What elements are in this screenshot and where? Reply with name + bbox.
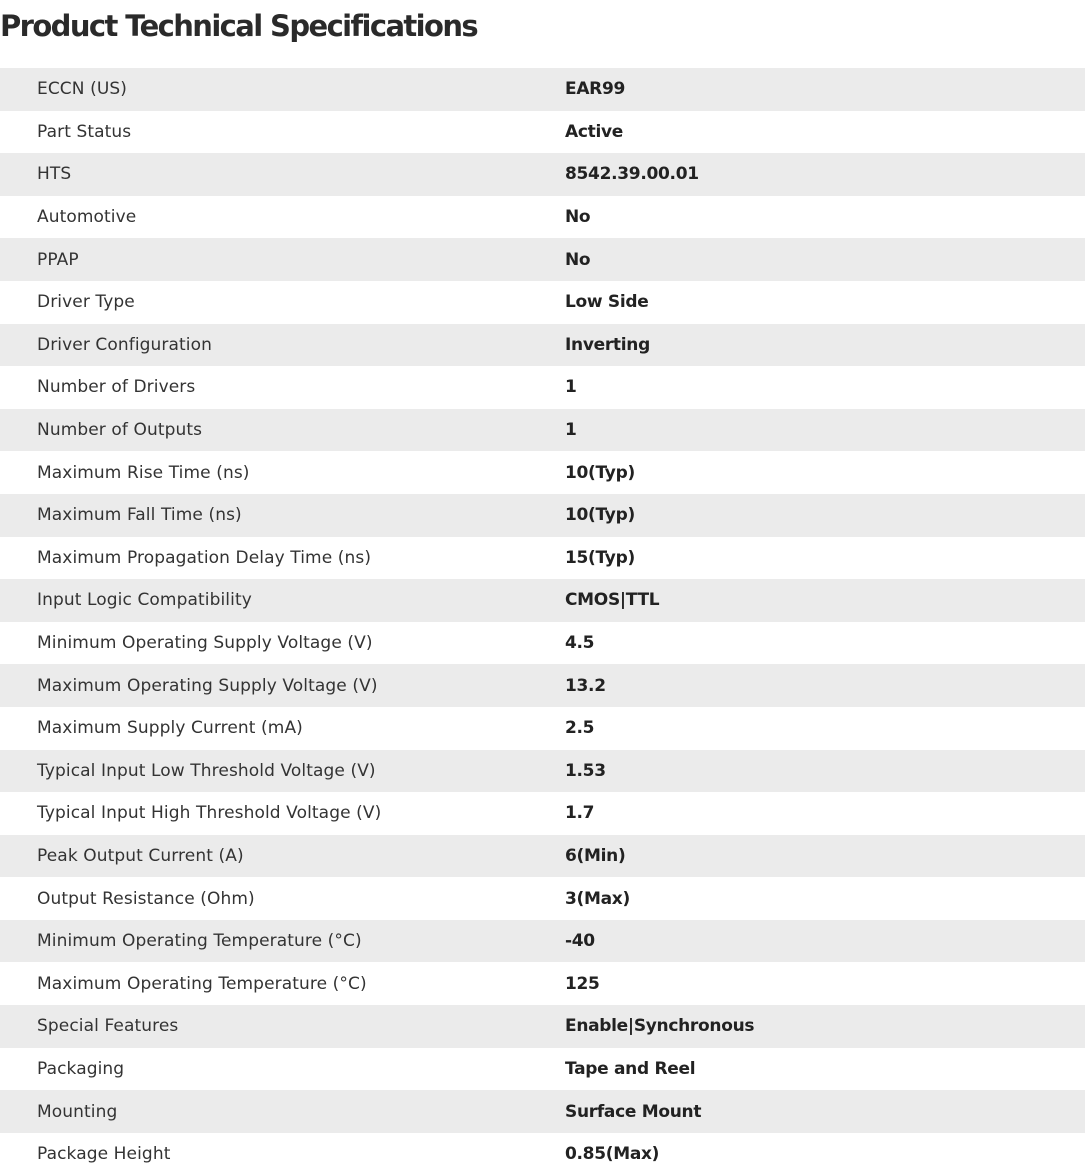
spec-value: 4.5 bbox=[565, 622, 1085, 665]
spec-value: Active bbox=[565, 111, 1085, 154]
spec-label: Maximum Propagation Delay Time (ns) bbox=[0, 537, 565, 580]
spec-row bbox=[0, 153, 1085, 196]
spec-value: CMOS|TTL bbox=[565, 579, 1085, 622]
spec-label: Output Resistance (Ohm) bbox=[0, 877, 565, 920]
spec-label: HTS bbox=[0, 153, 565, 196]
spec-value: -40 bbox=[565, 920, 1085, 963]
spec-label: Input Logic Compatibility bbox=[0, 579, 565, 622]
spec-label: ECCN (US) bbox=[0, 68, 565, 111]
spec-label: Mounting bbox=[0, 1090, 565, 1133]
spec-label: Minimum Operating Temperature (°C) bbox=[0, 920, 565, 963]
spec-row bbox=[0, 324, 1085, 367]
spec-label: Driver Configuration bbox=[0, 324, 565, 367]
spec-value: EAR99 bbox=[565, 68, 1085, 111]
spec-row bbox=[0, 707, 1085, 750]
spec-value: Enable|Synchronous bbox=[565, 1005, 1085, 1048]
spec-row bbox=[0, 537, 1085, 580]
spec-value: 3(Max) bbox=[565, 877, 1085, 920]
spec-value: No bbox=[565, 196, 1085, 239]
spec-value: 1.53 bbox=[565, 750, 1085, 793]
spec-row bbox=[0, 622, 1085, 665]
spec-row bbox=[0, 451, 1085, 494]
spec-value: 1.7 bbox=[565, 792, 1085, 835]
spec-row bbox=[0, 877, 1085, 920]
spec-label: Maximum Rise Time (ns) bbox=[0, 451, 565, 494]
spec-row bbox=[0, 366, 1085, 409]
spec-value: Low Side bbox=[565, 281, 1085, 324]
specifications-table bbox=[0, 68, 1085, 1175]
page-title: Product Technical Specifications bbox=[0, 9, 478, 43]
spec-value: 1 bbox=[565, 409, 1085, 452]
spec-label: Automotive bbox=[0, 196, 565, 239]
spec-row bbox=[0, 750, 1085, 793]
spec-row bbox=[0, 962, 1085, 1005]
spec-row bbox=[0, 1048, 1085, 1091]
spec-value: 125 bbox=[565, 962, 1085, 1005]
spec-label: Typical Input High Threshold Voltage (V) bbox=[0, 792, 565, 835]
spec-label: Typical Input Low Threshold Voltage (V) bbox=[0, 750, 565, 793]
spec-label: PPAP bbox=[0, 238, 565, 281]
spec-label: Minimum Operating Supply Voltage (V) bbox=[0, 622, 565, 665]
specifications-table-body bbox=[0, 68, 1085, 1175]
spec-value: 2.5 bbox=[565, 707, 1085, 750]
spec-value: Surface Mount bbox=[565, 1090, 1085, 1133]
spec-label: Number of Drivers bbox=[0, 366, 565, 409]
spec-row bbox=[0, 281, 1085, 324]
spec-value: 15(Typ) bbox=[565, 537, 1085, 580]
spec-label: Maximum Operating Temperature (°C) bbox=[0, 962, 565, 1005]
spec-value: 10(Typ) bbox=[565, 494, 1085, 537]
spec-row bbox=[0, 111, 1085, 154]
spec-row bbox=[0, 1005, 1085, 1048]
spec-label: Maximum Supply Current (mA) bbox=[0, 707, 565, 750]
spec-row bbox=[0, 196, 1085, 239]
spec-value: 13.2 bbox=[565, 664, 1085, 707]
spec-label: Packaging bbox=[0, 1048, 565, 1091]
spec-value: 10(Typ) bbox=[565, 451, 1085, 494]
spec-value: 0.85(Max) bbox=[565, 1133, 1085, 1175]
spec-row bbox=[0, 920, 1085, 963]
spec-row bbox=[0, 1090, 1085, 1133]
spec-label: Part Status bbox=[0, 111, 565, 154]
spec-label: Maximum Fall Time (ns) bbox=[0, 494, 565, 537]
spec-value: No bbox=[565, 238, 1085, 281]
spec-row bbox=[0, 68, 1085, 111]
spec-value: Inverting bbox=[565, 324, 1085, 367]
spec-row bbox=[0, 664, 1085, 707]
spec-row bbox=[0, 494, 1085, 537]
spec-value: Tape and Reel bbox=[565, 1048, 1085, 1091]
spec-row bbox=[0, 1133, 1085, 1175]
spec-row bbox=[0, 579, 1085, 622]
spec-row bbox=[0, 409, 1085, 452]
spec-value: 8542.39.00.01 bbox=[565, 153, 1085, 196]
spec-label: Special Features bbox=[0, 1005, 565, 1048]
spec-label: Peak Output Current (A) bbox=[0, 835, 565, 878]
spec-row bbox=[0, 792, 1085, 835]
spec-label: Maximum Operating Supply Voltage (V) bbox=[0, 664, 565, 707]
spec-value: 1 bbox=[565, 366, 1085, 409]
spec-row bbox=[0, 835, 1085, 878]
spec-row bbox=[0, 238, 1085, 281]
spec-label: Driver Type bbox=[0, 281, 565, 324]
spec-label: Package Height bbox=[0, 1133, 565, 1175]
spec-value: 6(Min) bbox=[565, 835, 1085, 878]
spec-label: Number of Outputs bbox=[0, 409, 565, 452]
